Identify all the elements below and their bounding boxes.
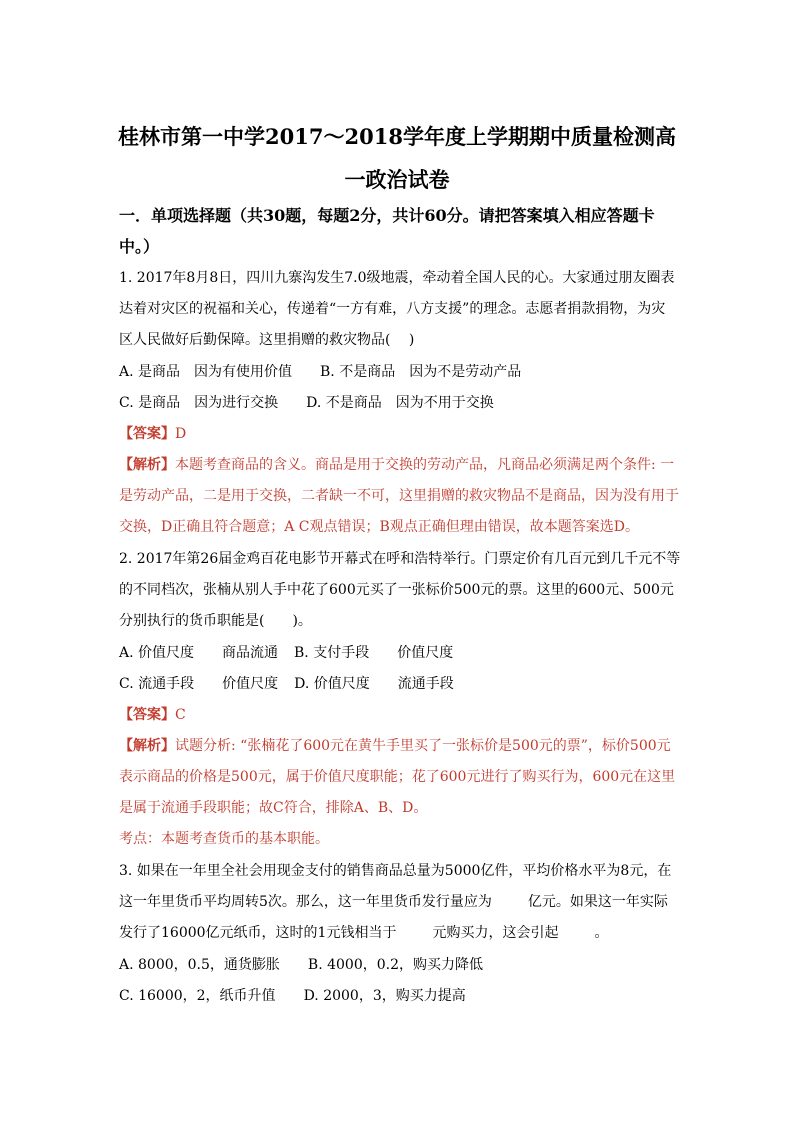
q2-stem-line-2: 的不同档次，张楠从别人手中花了600元买了一张标价500元的票。这里的600元、500元 (119, 582, 674, 598)
q3-stem-line-3c: 。 (594, 925, 609, 941)
q3-stem-line-3 (119, 923, 679, 943)
q2-analysis-line-1 (119, 736, 679, 756)
q1-analysis-text-1: 本题考查商品的含义。商品是用于交换的劳动产品，凡商品必须满足两个条件: 一 (175, 457, 675, 473)
q2-kaodian: 考点：本题考查货币的基本职能。 (119, 831, 329, 847)
q2-stem-line-3: 分别执行的货币职能是( )。 (119, 613, 312, 629)
q3-option-d: D. 2000，3，购买力提高 (303, 988, 466, 1004)
q1-answer (119, 424, 679, 444)
exam-title-line-2: 一政治试卷 (344, 167, 450, 192)
q2-answer-value: C (175, 707, 186, 723)
q1-answer-tag: 【答案】 (119, 426, 175, 442)
q3-options-row-2 (119, 986, 679, 1006)
q1-option-d: D. 不是商品 因为不用于交换 (306, 395, 494, 411)
q2-analysis-tag: 【解析】 (119, 738, 175, 754)
q1-stem-line-3: 区人民做好后勤保障。这里捐赠的救灾物品( ) (119, 332, 415, 348)
q1-stem-line-1: 1. 2017年8月8日，四川九寨沟发生7.0级地震，牵动着全国人民的心。大家通过朋友圈表 (119, 270, 675, 286)
q1-option-c: C. 是商品 因为进行交换 (119, 395, 279, 411)
q3-stem-line-2b: 亿元。如果这一年实际 (527, 894, 668, 910)
q3-options-row-1 (119, 955, 679, 975)
exam-title-line-1: 桂林市第一中学2017～2018学年度上学期期中质量检测高 (118, 124, 676, 149)
q3-stem-line-3a: 发行了16000亿元纸币，这时的1元钱相当于 (119, 925, 397, 941)
section-heading-line-2: 中。） (119, 237, 160, 256)
q3-option-a: A. 8000，0.5，通货膨胀 (119, 957, 280, 973)
q2-option-a: A. 价值尺度 商品流通 (119, 645, 279, 661)
q2-answer (119, 705, 679, 725)
q1-answer-value: D (175, 426, 187, 442)
q1-analysis-tag: 【解析】 (119, 457, 175, 473)
section-heading-line-1: 一．单项选择题（共30题，每题2分，共计60分。请把答案填入相应答题卡 (119, 206, 655, 225)
q2-options-row-2 (119, 674, 679, 694)
q2-option-b: B. 支付手段 价值尺度 (294, 645, 454, 661)
q1-stem-line-2: 达着对灾区的祝福和关心，传递着“一方有难，八方支援”的理念。志愿者捐款捐物，为灾 (119, 301, 666, 317)
q3-stem-line-1: 3. 如果在一年里全社会用现金支付的销售商品总量为5000亿件，平均价格水平为8元，在 (119, 863, 672, 879)
q2-stem-line-1: 2. 2017年第26届金鸡百花电影节开幕式在呼和浩特举行。门票定价有几百元到几千元不等 (119, 551, 681, 567)
q2-answer-tag: 【答案】 (119, 707, 175, 723)
q1-options-row-1 (119, 362, 679, 382)
q3-stem-line-3b: 元购买力，这会引起 (432, 925, 559, 941)
q2-options-row-1 (119, 643, 679, 663)
q3-stem-line-2 (119, 892, 679, 912)
q2-analysis-line-2: 表示商品的价格是500元，属于价值尺度职能；花了600元进行了购买行为，600元在这里 (119, 769, 676, 785)
q2-option-c: C. 流通手段 价值尺度 (119, 676, 279, 692)
q1-analysis-line-1 (119, 455, 679, 475)
q2-option-d: D. 价值尺度 流通手段 (294, 676, 454, 692)
q3-stem-line-2a: 这一年里货币平均周转5次。那么，这一年里货币发行量应为 (119, 894, 492, 910)
q2-analysis-line-3: 是属于流通手段职能；故C符合，排除A、B、D。 (119, 800, 428, 816)
q3-option-c: C. 16000，2，纸币升值 (119, 988, 276, 1004)
q3-option-b: B. 4000，0.2，购买力降低 (307, 957, 483, 973)
q1-analysis-line-3: 交换，D正确且符合题意；A C观点错误；B观点正确但理由错误，故本题答案选D。 (119, 519, 640, 535)
q2-analysis-text-1: 试题分析: “张楠花了600元在黄牛手里买了一张标价是500元的票”，标价500元 (175, 738, 671, 754)
q1-option-b: B. 不是商品 因为不是劳动产品 (320, 364, 522, 380)
q1-options-row-2 (119, 393, 679, 413)
q1-analysis-line-2: 是劳动产品，二是用于交换，二者缺一不可，这里捐赠的救灾物品不是商品，因为没有用于 (119, 488, 679, 504)
q1-option-a: A. 是商品 因为有使用价值 (119, 364, 293, 380)
